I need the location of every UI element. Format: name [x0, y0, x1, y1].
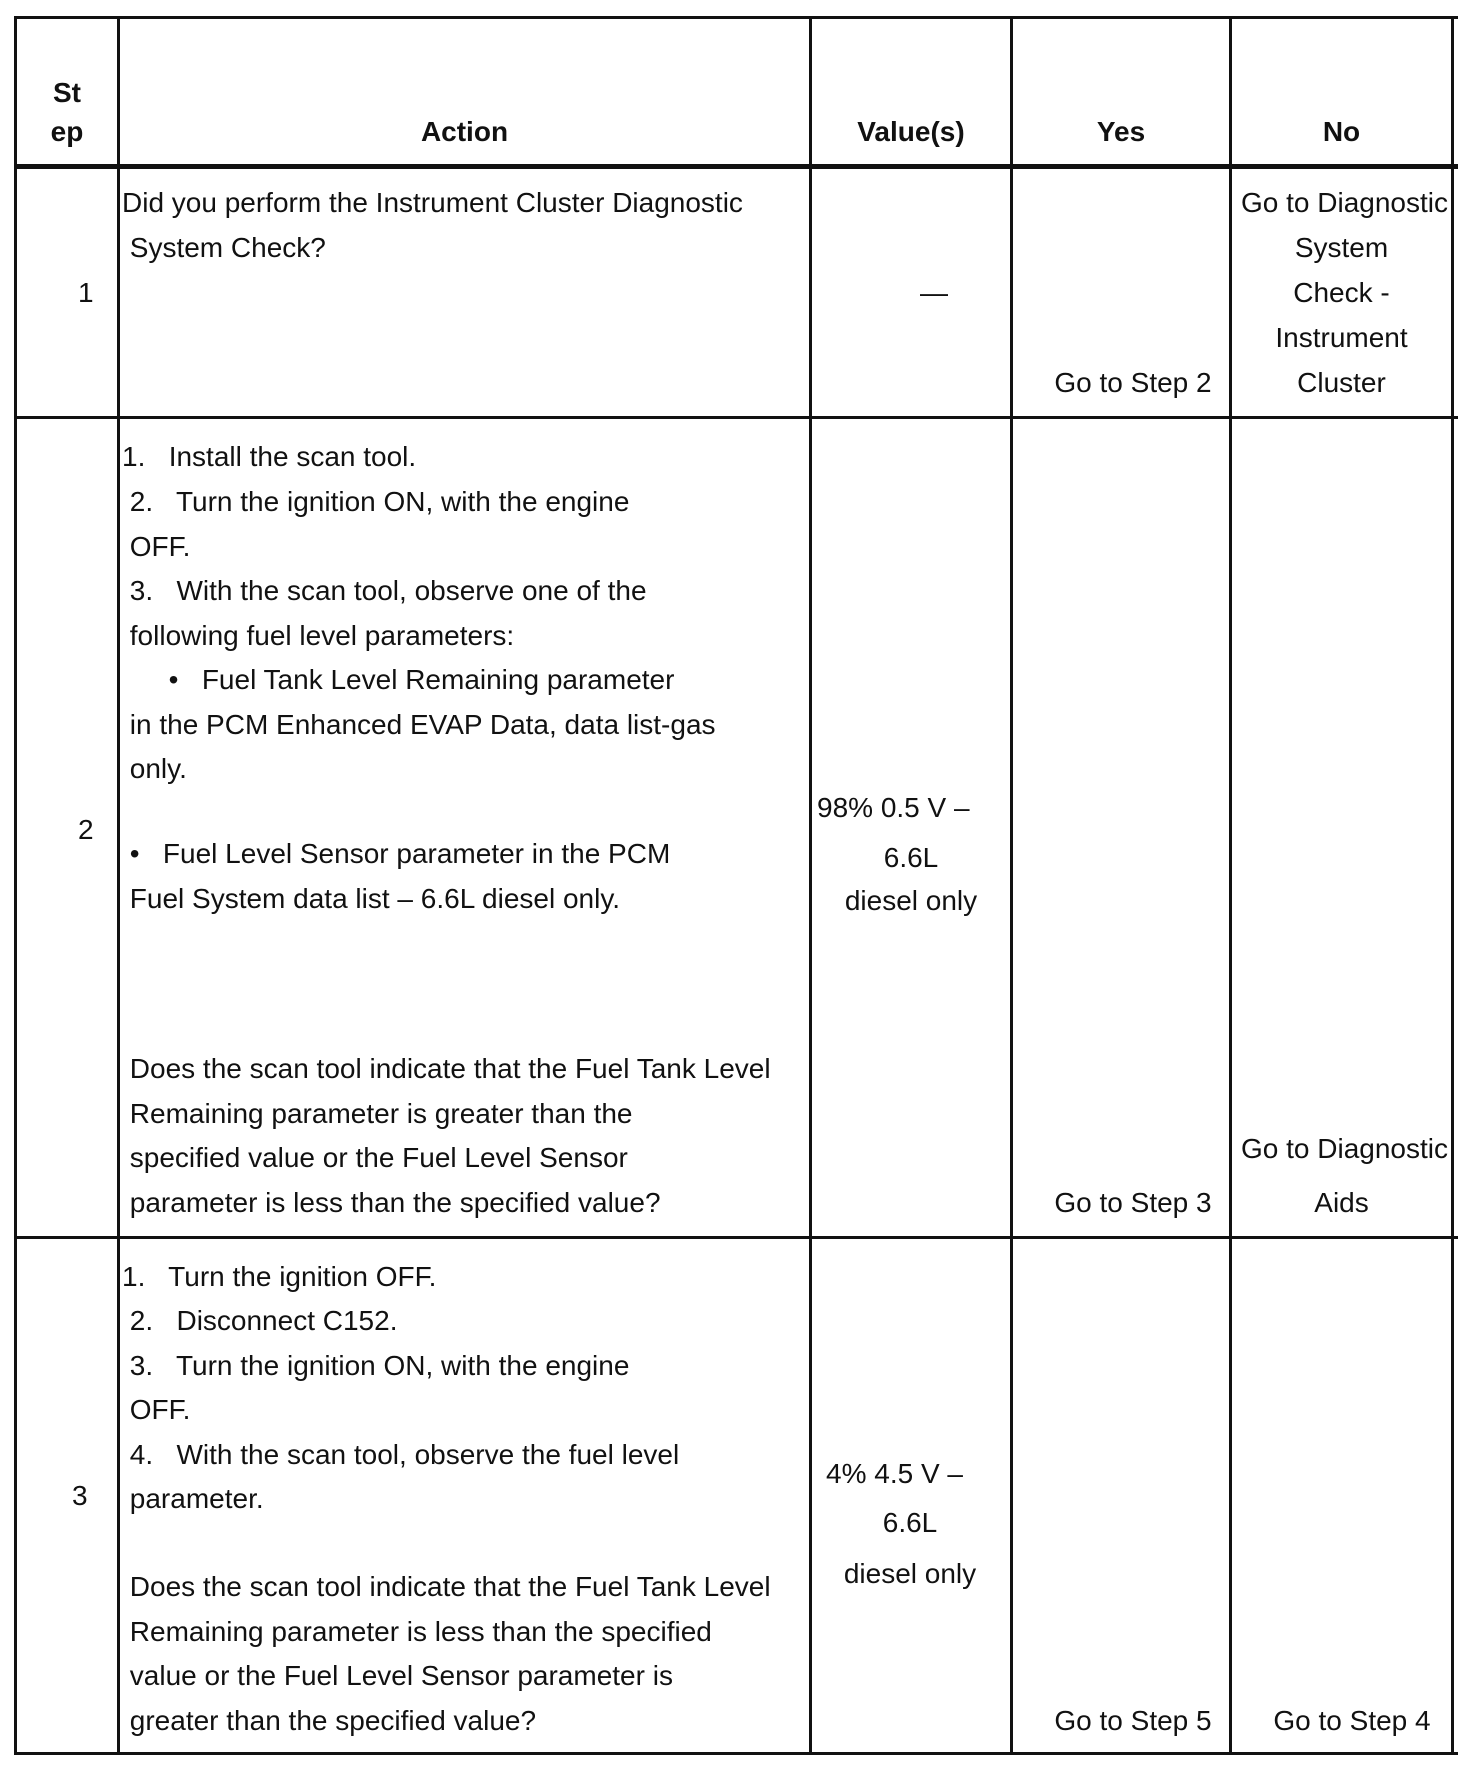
header-action: Action	[420, 116, 509, 147]
header-step-line1: St	[53, 77, 81, 108]
no-result-line: Go to Diagnostic	[1241, 1133, 1448, 1164]
row1-divider	[14, 416, 1458, 419]
header-step-line2: ep	[50, 116, 84, 147]
action-line: Remaining parameter is greater than the	[122, 1098, 633, 1129]
row2-divider	[14, 1236, 1458, 1239]
header-divider	[14, 164, 1458, 169]
table-top-border	[14, 16, 1458, 19]
value-line: 4% 4.5 V –	[826, 1458, 963, 1489]
action-line: in the PCM Enhanced EVAP Data, data list-gas	[122, 709, 716, 740]
value-line: diesel only	[844, 885, 978, 916]
action-line: Remaining parameter is less than the specified	[122, 1616, 712, 1647]
action-line: • Fuel Level Sensor parameter in the PCM	[122, 838, 671, 869]
action-line: following fuel level parameters:	[122, 620, 515, 651]
action-line: greater than the specified value?	[122, 1705, 537, 1736]
action-line: System Check?	[122, 232, 326, 263]
col-divider-yes	[1010, 16, 1013, 1755]
value-text: —	[920, 277, 948, 308]
action-line: 3. Turn the ignition ON, with the engine	[122, 1350, 630, 1381]
action-line: Fuel System data list – 6.6L diesel only.	[122, 883, 621, 914]
yes-result: Go to Step 3	[1054, 1187, 1212, 1218]
yes-result: Go to Step 5	[1054, 1705, 1212, 1736]
no-result-line: Go to Diagnostic	[1241, 187, 1448, 218]
action-line: Does the scan tool indicate that the Fuel Tank Level	[122, 1571, 771, 1602]
action-line: 1. Turn the ignition OFF.	[122, 1261, 437, 1292]
no-result-line: Check -	[1293, 277, 1390, 308]
action-line: 1. Install the scan tool.	[122, 441, 417, 472]
no-result-line: System	[1294, 232, 1389, 263]
value-line: 98% 0.5 V –	[817, 792, 970, 823]
header-values: Value(s)	[857, 116, 965, 147]
table-bottom-border	[14, 1752, 1458, 1755]
no-result-line: Instrument	[1275, 322, 1408, 353]
action-line: only.	[122, 753, 187, 784]
value-line: diesel only	[843, 1558, 977, 1589]
action-line: Does the scan tool indicate that the Fuel Tank Level	[122, 1053, 771, 1084]
table-right-border	[1451, 16, 1454, 1755]
yes-result: Go to Step 2	[1054, 367, 1212, 398]
action-line: parameter.	[122, 1483, 264, 1514]
table-left-border	[14, 16, 17, 1755]
col-divider-action	[117, 16, 120, 1755]
action-line: value or the Fuel Level Sensor parameter is	[122, 1660, 673, 1691]
action-line: 2. Turn the ignition ON, with the engine	[122, 486, 630, 517]
step-number: 1	[78, 277, 94, 308]
action-line: parameter is less than the specified value?	[122, 1187, 661, 1218]
header-yes: Yes	[1096, 116, 1146, 147]
action-line: OFF.	[122, 531, 191, 562]
step-number: 2	[78, 814, 94, 845]
no-result-line: Aids	[1314, 1187, 1369, 1218]
action-line: OFF.	[122, 1394, 191, 1425]
header-no: No	[1322, 116, 1361, 147]
action-line: 4. With the scan tool, observe the fuel level	[122, 1439, 680, 1470]
action-line: Did you perform the Instrument Cluster Diagnostic	[122, 187, 743, 218]
value-line: 6.6L	[883, 842, 939, 873]
action-line: 2. Disconnect C152.	[122, 1305, 398, 1336]
value-line: 6.6L	[882, 1507, 938, 1538]
no-result: Go to Step 4	[1273, 1705, 1431, 1736]
action-line: specified value or the Fuel Level Sensor	[122, 1142, 628, 1173]
action-line: 3. With the scan tool, observe one of the	[122, 575, 647, 606]
action-line: • Fuel Tank Level Remaining parameter	[122, 664, 675, 695]
step-number: 3	[72, 1480, 88, 1511]
no-result-line: Cluster	[1297, 367, 1386, 398]
